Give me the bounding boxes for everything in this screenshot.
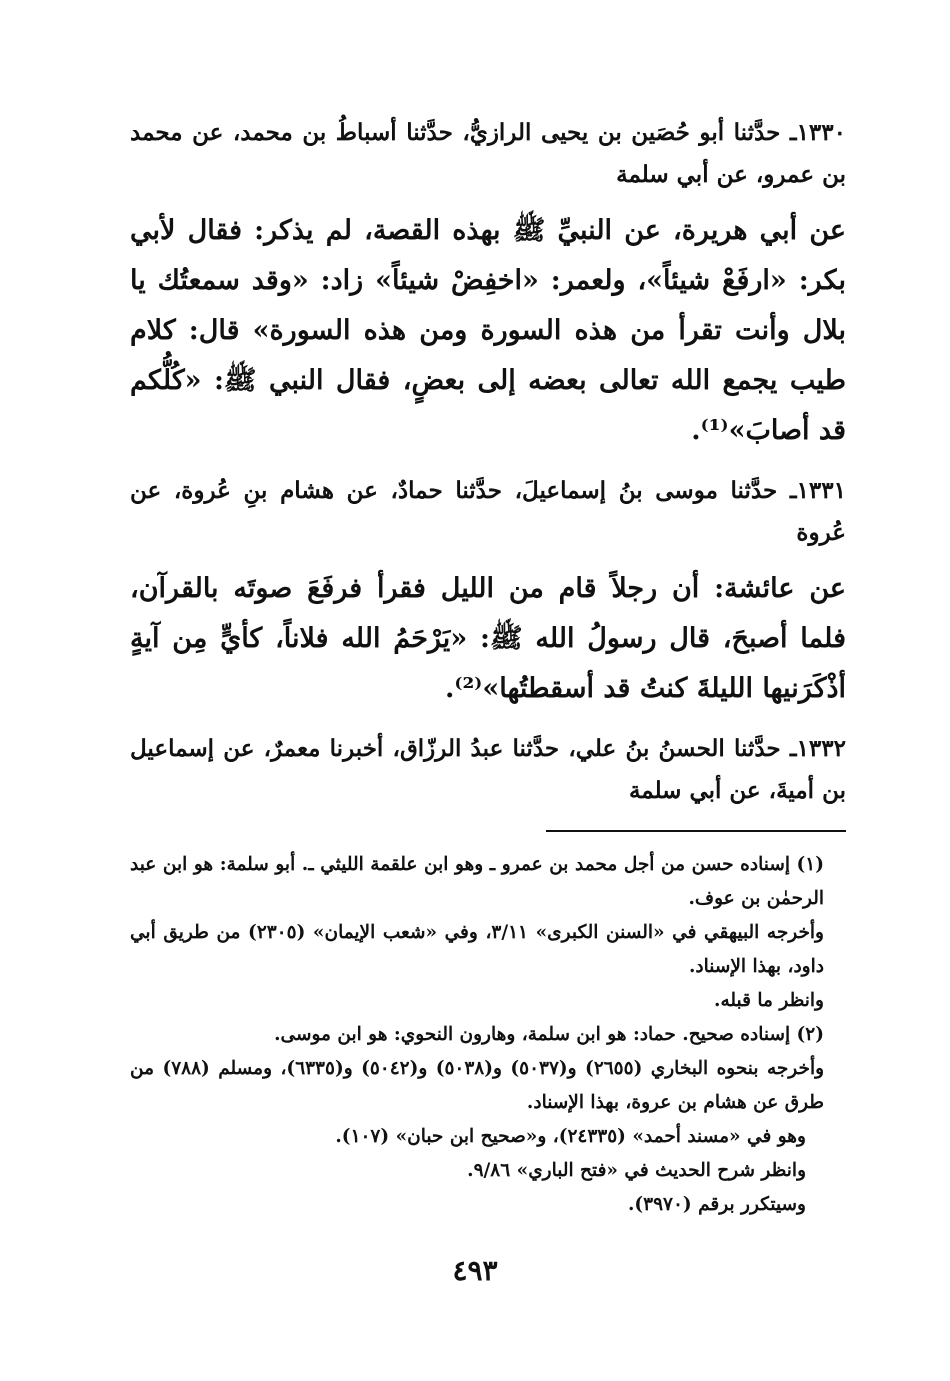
footnote-divider: [546, 830, 846, 832]
footnotes: [130, 848, 846, 1222]
footnote-line: وسيتكرر برقم (٣٩٧٠).: [627, 1194, 806, 1215]
footnote-line: وانظر شرح الحديث في «فتح الباري» ٩/٨٦.: [467, 1160, 806, 1181]
footnote-line: (١) إسناده حسن من أجل محمد بن عمرو ـ وهو ابن علقمة الليثي ـ. أبو سلمة: هو ابن عبد الرحمٰن بن عوف.: [130, 854, 824, 909]
hadith-1330-isnad: ١٣٣٠ـ حدَّثنا أبو حُصَين بن يحيى الرازيُّ، حدَّثنا أسباطُ بن محمد، عن محمد بن عمرو، عن أبي سلمة: [130, 119, 846, 188]
page-number: ٤٩٣: [452, 1254, 498, 1287]
hadith-1330-matn: عن أبي هريرة، عن النبيِّ ﷺ بهذه القصة، لم يذكر: فقال لأبي بكر: «ارفَعْ شيئاً»، ولعمر: «اخفِضْ شيئاً» زاد: «وقد سمعتُك يا بلال وأنت تقرأ من هذه السورة ومن هذه السورة» قال: كلام طيب يجمع الله تعالى بعضه إلى بعضٍ، فقال النبي ﷺ: «كُلُّكم قد أصابَ»⁽¹⁾.: [130, 215, 846, 446]
footnote-line: وأخرجه بنحوه البخاري (٢٦٥٥) و(٥٠٣٧) و(٥٠٣٨) و(٥٠٤٢) و(٦٣٣٥)، ومسلم (٧٨٨) من طرق عن هشام بن عروة، بهذا الإسناد.: [130, 1058, 825, 1113]
page-body: [130, 112, 846, 1352]
footnote-line: (٢) إسناده صحيح. حماد: هو ابن سلمة، وهارون النحوي: هو ابن موسى.: [274, 1024, 824, 1045]
hadith-1332-isnad: ١٣٣٢ـ حدَّثنا الحسنُ بنُ علي، حدَّثنا عبدُ الرزّاق، أخبرنا معمرٌ، عن إسماعيل بن أميةَ، عن أبي سلمة: [130, 735, 846, 804]
footnote-line: وانظر ما قبله.: [714, 990, 824, 1011]
footnote-line: وهو في «مسند أحمد» (٢٤٣٣٥)، و«صحيح ابن حبان» (١٠٧).: [335, 1126, 806, 1147]
hadith-1331-isnad: ١٣٣١ـ حدَّثنا موسى بنُ إسماعيلَ، حدَّثنا حمادٌ، عن هشام بنِ عُروة، عن عُروة: [130, 477, 846, 546]
hadith-1331-matn: عن عائشة: أن رجلاً قام من الليل فقرأ فرفَعَ صوتَه بالقرآن، فلما أصبحَ، قال رسولُ الله ﷺ: «يَرْحَمُ الله فلاناً، كأيٍّ مِن آيةٍ أذْكَرَنيها الليلةَ كنتُ قد أسقطتُها»⁽²⁾.: [130, 573, 846, 704]
footnote-line: وأخرجه البيهقي في «السنن الكبرى» ٣/١١، وفي «شعب الإيمان» (٢٣٠٥) من طريق أبي داود، بهذا الإسناد.: [130, 922, 824, 977]
